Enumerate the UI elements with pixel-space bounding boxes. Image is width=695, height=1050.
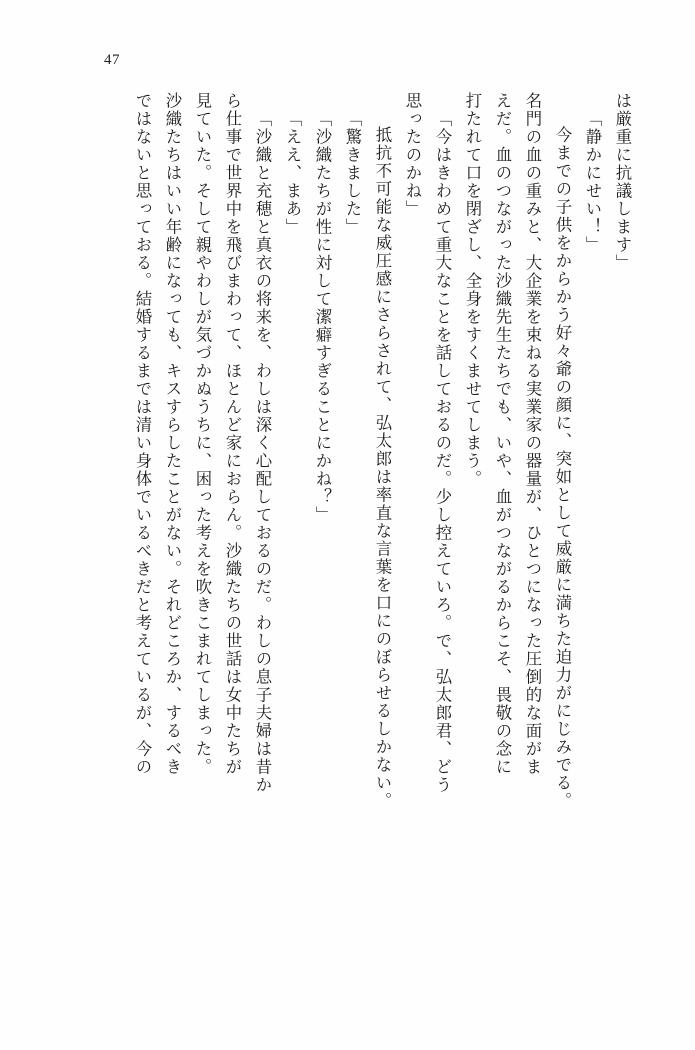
text-line: 「静かにせい！」	[583, 110, 602, 254]
text-line: 名門の血の重みと、大企業を束ねる実業家の器量が、ひとつになった圧倒的な面がま	[523, 92, 542, 776]
text-line: 「ええ、まあ」	[283, 110, 302, 236]
vertical-text-body	[60, 92, 637, 1002]
text-line: 「沙織たちが性に対して潔癖すぎることにかね？」	[313, 110, 332, 524]
page-number: 47	[104, 52, 120, 68]
text-line-with-ruby	[547, 92, 577, 1036]
text-line: は厳重に抗議します」	[613, 92, 632, 272]
text-line: ではないと思っておる。結婚するまでは清い身体でいるべきだと考えているが、今の	[133, 92, 152, 776]
text-line: 「驚きました」	[343, 110, 362, 236]
text-line: ら仕事で世界中を飛びまわって、ほとんど家におらん。沙織たちの世話は女中たちが	[223, 92, 242, 776]
text-line: 「沙織と充穂と真衣の将来を、わしは深く心配しておるのだ。わしの息子夫婦は昔か	[253, 110, 272, 794]
text-line: 「今はきわめて重大なことを話しておるのだ。少し控えていろ。で、弘太郎君、どう	[433, 110, 452, 794]
text-line: 見ていた。そして親やわしが気づかぬうちに、困った考えを吹きこまれてしまった。	[193, 92, 212, 776]
text-line: 思ったのかね」	[403, 92, 422, 218]
text-line: 打たれて口を閉ざし、全身をすくませてしまう。	[463, 92, 482, 488]
text-line: 抵抗不可能な威圧感にさらされて、弘太郎は率直な言葉を口にのぼらせるしかない。	[373, 126, 392, 810]
line-segment: 今までの子供をからかう好々爺の顔に、突如として威厳に満ちた迫力がにじみでる。	[553, 126, 572, 810]
text-line-with-ruby: 沙織たちはいい年齢になっても、キスすらしたことがない。それどころか、するべき	[163, 92, 182, 776]
text-line: えだ。血のつながった沙織先生たちでも、いや、血がつながるからこそ、畏敬の念に	[493, 92, 512, 776]
